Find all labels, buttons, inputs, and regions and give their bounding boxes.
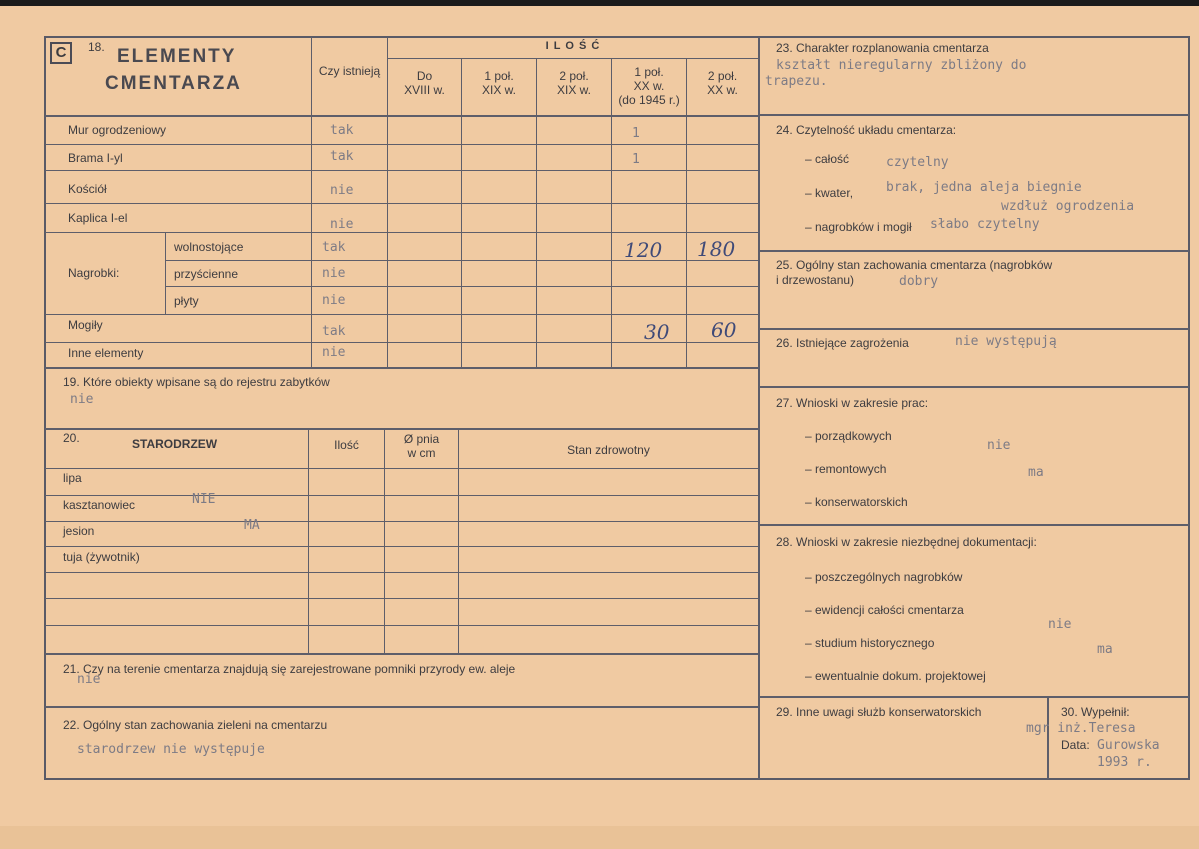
q27-item: – konserwatorskich: [805, 495, 908, 509]
grid-line: [458, 429, 459, 653]
grid-line: [45, 203, 758, 204]
grid-line: [759, 696, 1189, 698]
grid-line: [45, 653, 758, 655]
period-header: 2 poł. XIX w.: [556, 69, 591, 97]
element-label: Mur ogrodzeniowy: [68, 123, 167, 137]
trees-section-number: 20.: [63, 431, 80, 445]
q28-item: – ewidencji całości cmentarza: [805, 603, 964, 617]
section-number: 18.: [88, 40, 105, 54]
element-exists: nie: [330, 183, 354, 198]
q23-value: kształt nieregularny zbliżony do: [776, 58, 1027, 73]
grid-line: [45, 170, 758, 171]
q27-value: nie: [987, 438, 1011, 453]
q26-value: nie występują: [955, 334, 1057, 349]
grid-line: [45, 468, 758, 469]
element-exists: tak: [330, 123, 354, 138]
grid-line: [45, 546, 758, 547]
q28-value: ma: [1097, 642, 1113, 657]
grid-line: [311, 37, 312, 367]
element-label: Nagrobki:: [68, 266, 120, 280]
period-header: 1 poł. XIX w.: [481, 69, 516, 97]
element-sublabel: przyścienne: [174, 267, 239, 281]
grid-line: [166, 286, 758, 287]
element-quantity: 1: [632, 126, 640, 141]
q23-label: 23. Charakter rozplanowania cmentarza: [776, 41, 989, 55]
grid-line: [461, 58, 462, 367]
trees-health-header: Stan zdrowotny: [567, 443, 650, 457]
section-title-line1: ELEMENTY: [117, 46, 237, 67]
grid-line: [166, 260, 758, 261]
q24-value: słabo czytelny: [930, 217, 1040, 232]
tree-name: jesion: [63, 524, 95, 538]
q24-label: 24. Czytelność układu cmentarza:: [776, 123, 957, 137]
quantity-header: I L O Ś Ć: [545, 40, 601, 52]
element-label: Kaplica I-el: [68, 211, 128, 225]
q28-label: 28. Wnioski w zakresie niezbędnej dokumentacji:: [776, 535, 1037, 549]
element-label: Kościół: [68, 182, 107, 196]
grid-line: [45, 572, 758, 573]
section-title-line2: CMENTARZA: [105, 73, 242, 94]
element-exists: tak: [322, 324, 346, 339]
q24-item: – nagrobków i mogił: [805, 220, 912, 234]
q24-value: brak, jedna aleja biegnie: [886, 180, 1082, 195]
q24-value: czytelny: [886, 155, 949, 170]
grid-line: [45, 598, 758, 599]
q19-label: 19. Które obiekty wpisane są do rejestru zabytków: [63, 375, 330, 389]
q30-value: mgr inż.Teresa: [1026, 721, 1136, 736]
record-card: [0, 6, 1199, 849]
q25-label: i drzewostanu): [776, 273, 855, 287]
element-label: Mogiły: [68, 318, 103, 332]
handwritten-quantity: 60: [711, 318, 737, 342]
element-exists: tak: [330, 149, 354, 164]
element-exists: tak: [322, 240, 346, 255]
q30-label: 30. Wypełnił:: [1061, 705, 1130, 719]
q25-value: dobry: [899, 274, 939, 289]
column-divider: [758, 37, 760, 779]
handwritten-quantity: 120: [624, 238, 663, 262]
element-sublabel: wolnostojące: [174, 240, 244, 254]
q27-value: ma: [1028, 465, 1044, 480]
q28-value: nie: [1048, 617, 1072, 632]
period-header: Do XVIII w.: [404, 69, 445, 97]
q30-date-label: Data:: [1061, 738, 1090, 752]
element-exists: nie: [322, 345, 346, 360]
handwritten-quantity: 30: [644, 320, 670, 344]
q21-value: nie: [77, 672, 101, 687]
q22-value: starodrzew nie występuje: [77, 742, 265, 757]
grid-line: [45, 495, 758, 496]
grid-line: [45, 115, 758, 117]
grid-line: [759, 386, 1189, 388]
section-tag: C: [50, 42, 72, 64]
period-header: 2 poł. XX w.: [707, 69, 738, 97]
grid-line: [759, 524, 1189, 526]
q27-item: – remontowych: [805, 462, 887, 476]
q26-label: 26. Istniejące zagrożenia: [776, 336, 909, 350]
grid-line: [45, 144, 758, 145]
q24-item: – całość: [805, 152, 850, 166]
grid-line: [165, 232, 166, 314]
element-exists: nie: [322, 293, 346, 308]
q23-value: trapezu.: [765, 74, 828, 89]
q30-value: Gurowska: [1097, 738, 1160, 753]
q22-label: 22. Ogólny stan zachowania zieleni na cmentarzu: [63, 718, 328, 732]
element-exists: nie: [322, 266, 346, 281]
q19-value: nie: [70, 392, 94, 407]
trees-qty-header: Ilość: [334, 438, 359, 452]
element-label: Brama I-yl: [68, 151, 123, 165]
grid-line: [536, 58, 537, 367]
tree-note: NIE: [192, 492, 216, 507]
q27-item: – porządkowych: [805, 429, 892, 443]
handwritten-quantity: 180: [697, 237, 736, 261]
element-sublabel: płyty: [174, 294, 199, 308]
q30-value: 1993 r.: [1097, 755, 1152, 770]
exists-column-header: Czy istnieją: [318, 64, 381, 78]
grid-line: [759, 250, 1189, 252]
element-exists: nie: [330, 217, 354, 232]
grid-line: [45, 706, 758, 708]
grid-line: [308, 429, 309, 653]
grid-line: [384, 429, 385, 653]
element-label: Inne elementy: [68, 346, 144, 360]
q24-value: wzdłuż ogrodzenia: [1001, 199, 1135, 214]
q28-item: – poszczególnych nagrobków: [805, 570, 963, 584]
period-header: 1 poł. XX w. (do 1945 r.): [618, 65, 680, 107]
q24-item: – kwater,: [805, 186, 854, 200]
q21-label: 21. Czy na terenie cmentarza znajdują się zarejestrowane pomniki przyrody ew. aleje: [63, 662, 516, 676]
grid-line: [1047, 697, 1049, 779]
grid-line: [686, 58, 687, 367]
grid-line: [759, 328, 1189, 330]
grid-line: [45, 314, 758, 315]
q27-label: 27. Wnioski w zakresie prac:: [776, 396, 929, 410]
q28-item: – studium historycznego: [805, 636, 935, 650]
grid-line: [388, 58, 758, 59]
element-quantity: 1: [632, 152, 640, 167]
q29-label: 29. Inne uwagi służb konserwatorskich: [776, 705, 982, 719]
tree-note: MA: [244, 518, 260, 533]
q28-item: – ewentualnie dokum. projektowej: [805, 669, 986, 683]
trees-title: STARODRZEW: [132, 437, 218, 451]
grid-line: [45, 232, 758, 233]
grid-line: [45, 428, 758, 430]
q25-label: 25. Ogólny stan zachowania cmentarza (nagrobków: [776, 258, 1053, 272]
grid-line: [45, 625, 758, 626]
trees-diameter-header: Ø pnia w cm: [403, 432, 440, 460]
grid-line: [45, 521, 758, 522]
grid-line: [45, 367, 758, 369]
grid-line: [759, 114, 1189, 116]
tree-name: kasztanowiec: [63, 498, 136, 512]
tree-name: lipa: [63, 471, 82, 485]
tree-name: tuja (żywotnik): [63, 550, 140, 564]
